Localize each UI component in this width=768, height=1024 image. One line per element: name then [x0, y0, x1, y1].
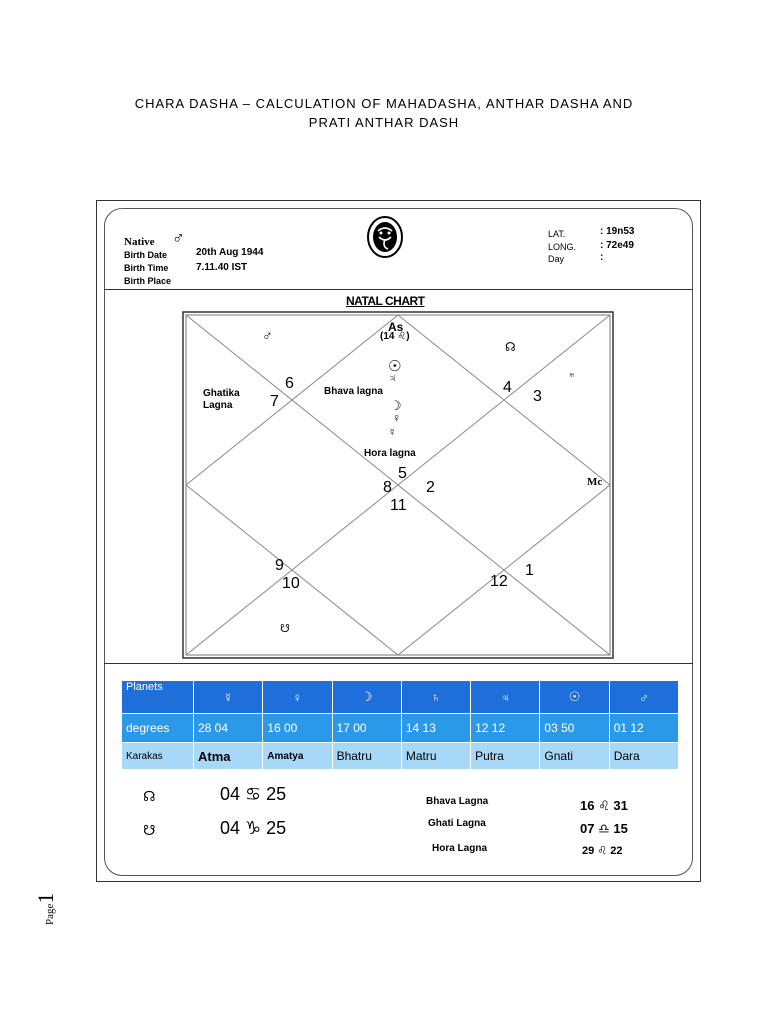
karakas-row-label: Karakas [122, 743, 194, 770]
ghatika-lagna-label-2: Lagna [203, 400, 233, 411]
house-11: 11 [390, 497, 407, 514]
long-value: : 72e49 [600, 240, 634, 251]
karaka-cell: Atma [194, 743, 263, 770]
saturn-icon: ♄ [401, 681, 470, 714]
degree-cell: 03 50 [540, 714, 609, 743]
house-4: 4 [503, 379, 512, 396]
sun-icon: ☉ [388, 358, 402, 375]
degree-cell: 17 00 [332, 714, 401, 743]
house-7: 7 [270, 393, 279, 410]
house-12: 12 [490, 573, 508, 590]
house-5: 5 [398, 465, 407, 482]
house-1: 1 [525, 562, 534, 579]
karaka-cell: Putra [471, 743, 540, 770]
day-label: Day [548, 254, 565, 264]
ketu-icon: ☋ [143, 822, 156, 838]
house-6: 6 [285, 375, 294, 392]
karaka-cell: Dara [609, 743, 678, 770]
birth-place-label: Birth Place [124, 276, 172, 286]
hora-lagna-label: Hora lagna [364, 448, 416, 459]
karaka-cell: Matru [401, 743, 470, 770]
mars-icon: ♂ [172, 228, 185, 247]
house-8: 8 [383, 479, 392, 496]
page-number [33, 893, 59, 925]
birth-time-value: 7.11.40 IST [196, 262, 248, 273]
moon-icon: ☽ [390, 398, 402, 413]
planets-row-label: Planets [122, 681, 194, 714]
venus-icon: ♀ [263, 681, 332, 714]
venus-icon: ♀ [392, 411, 401, 425]
page-word: Page [44, 903, 56, 925]
ketu-icon: ☋ [280, 623, 290, 635]
rahu-icon: ☊ [505, 340, 516, 354]
ketu-position: 04 ♑ 25 [220, 818, 287, 838]
ghati-lagna-label: Ghati Lagna [428, 818, 486, 829]
lat-value: : 19n53 [600, 226, 635, 237]
degree-cell: 01 12 [609, 714, 678, 743]
degree-cell: 16 00 [263, 714, 332, 743]
degrees-row [122, 714, 679, 743]
mars-icon: ♂ [609, 681, 678, 714]
degree-cell: 12 12 [471, 714, 540, 743]
natal-chart-title: NATAL CHART [346, 294, 425, 308]
karaka-cell: Gnati [540, 743, 609, 770]
bhava-lagna-label: Bhava lagna [324, 386, 383, 397]
birth-time-label: Birth Time [124, 263, 169, 273]
degrees-row-label: degrees [122, 714, 194, 743]
long-label: LONG. [548, 242, 577, 252]
table-divider [104, 663, 693, 664]
planets-table [121, 680, 679, 770]
ascendant-degree: (14 ♌) [380, 331, 410, 342]
document-title-line-2: PRATI ANTHAR DASH [308, 115, 460, 130]
birth-date-label: Birth Date [124, 250, 168, 260]
moon-icon: ☽ [332, 681, 401, 714]
day-value: : [600, 252, 604, 263]
birth-date-value: 20th Aug 1944 [196, 247, 264, 258]
house-9: 9 [275, 557, 284, 574]
house-10: 10 [282, 575, 300, 592]
rahu-icon: ☊ [143, 788, 156, 804]
ascendant-label: As [388, 320, 404, 334]
ghatika-lagna-label-1: Ghatika [203, 388, 240, 399]
house-3: 3 [533, 388, 542, 405]
jupiter-icon: ♃ [471, 681, 540, 714]
karaka-cell: Amatya [263, 743, 332, 770]
lat-label: LAT. [548, 229, 566, 239]
hora-lagna-label: Hora Lagna [432, 843, 488, 854]
degree-cell: 14 13 [401, 714, 470, 743]
sun-icon: ☉ [540, 681, 609, 714]
rahu-position: 04 ♋ 25 [220, 784, 287, 804]
degree-cell: 28 04 [194, 714, 263, 743]
page-number-value: 1 [33, 892, 58, 904]
karakas-row [122, 743, 679, 770]
planets-row [122, 681, 679, 714]
mars-icon: ♂ [262, 327, 273, 343]
native-label: Native [124, 236, 155, 248]
mc-label: Mc [587, 476, 603, 488]
uranus-icon: ♅ [568, 370, 576, 381]
bhava-lagna-label: Bhava Lagna [426, 796, 489, 807]
bhava-lagna-value: 16 ♌ 31 [580, 798, 628, 813]
jupiter-icon: ♃ [388, 371, 397, 385]
mercury-icon: ☿ [388, 427, 397, 439]
ghati-lagna-value: 07 ♎ 15 [580, 821, 628, 836]
document-title-line-1: CHARA DASHA – CALCULATION OF MAHADASHA, ANTHAR DASHA AND [134, 96, 634, 111]
mercury-icon: ☿ [194, 681, 263, 714]
karaka-cell: Bhatru [332, 743, 401, 770]
house-2: 2 [426, 479, 435, 496]
hora-lagna-value: 29 ♌ 22 [582, 845, 623, 857]
